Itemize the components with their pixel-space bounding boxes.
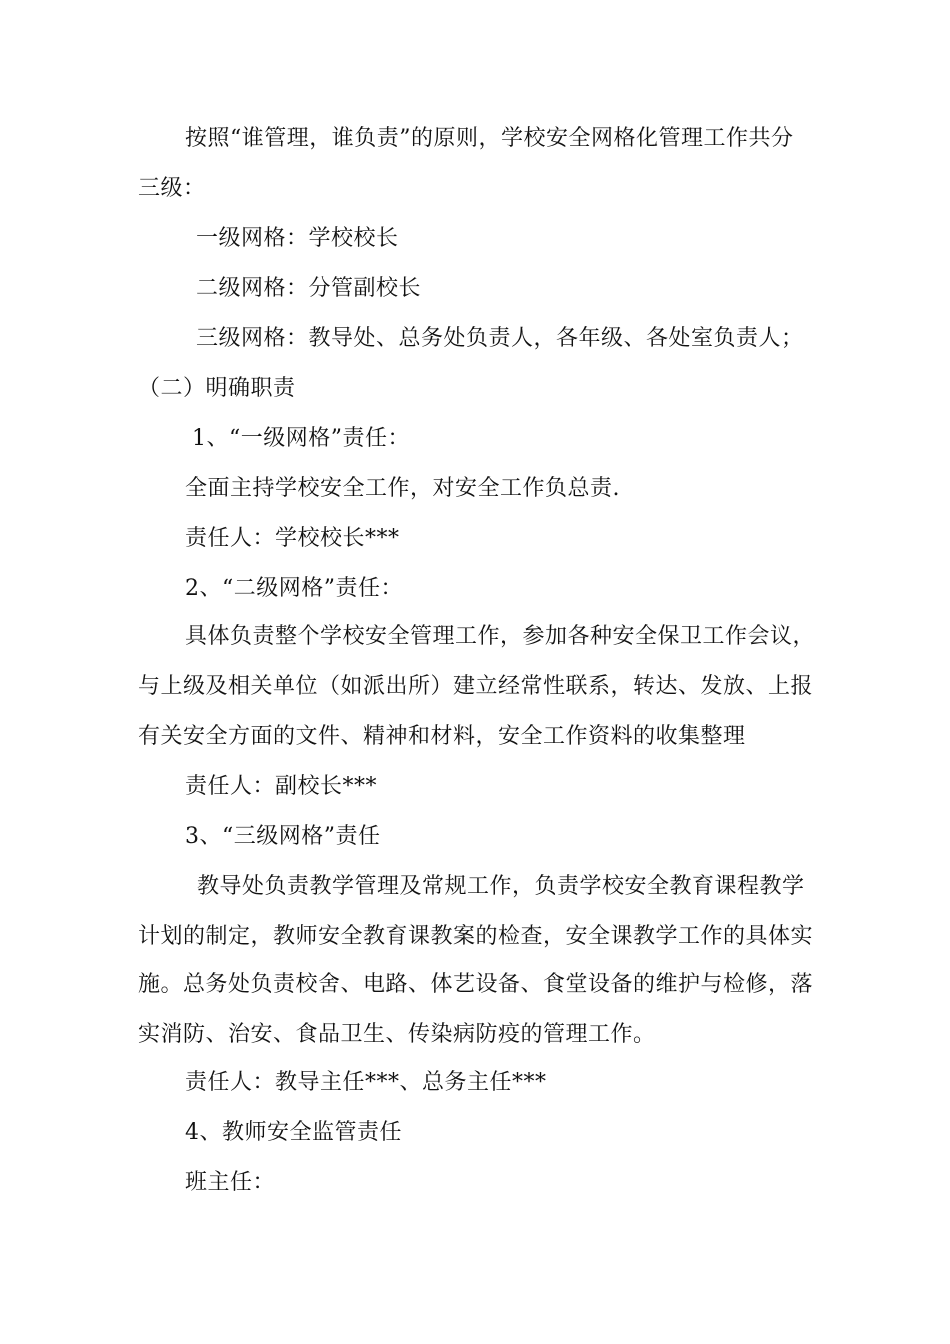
paragraph-line: 计划的制定，教师安全教育课教案的检查，安全课教学工作的具体实 [138,924,814,949]
paragraph-line: 教导处负责教学管理及常规工作，负责学校安全教育课程教学 [197,874,805,899]
grid-level-line: 一级网格：学校校长 [196,226,399,251]
section-heading: （二）明确职责 [138,376,296,401]
paragraph-line: 三级： [138,176,206,201]
responsible-person-line: 责任人：学校校长*** [185,526,400,551]
paragraph-line: 与上级及相关单位（如派出所）建立经常性联系，转达、发放、上报 [138,674,814,699]
paragraph-line: 有关安全方面的文件、精神和材料，安全工作资料的收集整理 [138,724,746,749]
responsible-person-line: 责任人：教导主任***、总务主任*** [185,1070,547,1095]
paragraph-line: 施。总务处负责校舍、电路、体艺设备、食堂设备的维护与检修，落 [138,972,814,997]
subsection-heading: 1、“一级网格”责任： [192,426,410,451]
paragraph-line: 全面主持学校安全工作，对安全工作负总责. [185,476,620,501]
paragraph-line: 实消防、治安、食品卫生、传染病防疫的管理工作。 [138,1022,656,1047]
paragraph-line: 具体负责整个学校安全管理工作，参加各种安全保卫工作会议， [185,624,816,649]
paragraph-line: 班主任： [185,1170,276,1195]
grid-level-line: 三级网格：教导处、总务处负责人，各年级、各处室负责人； [196,326,804,351]
responsible-person-line: 责任人：副校长*** [185,774,378,799]
subsection-heading: 3、“三级网格”责任 [185,824,381,849]
paragraph-line: 按照“谁管理，谁负责”的原则，学校安全网格化管理工作共分 [185,126,794,151]
subsection-heading: 4、教师安全监管责任 [185,1120,402,1145]
grid-level-line: 二级网格：分管副校长 [196,276,422,301]
subsection-heading: 2、“二级网格”责任： [185,576,403,601]
